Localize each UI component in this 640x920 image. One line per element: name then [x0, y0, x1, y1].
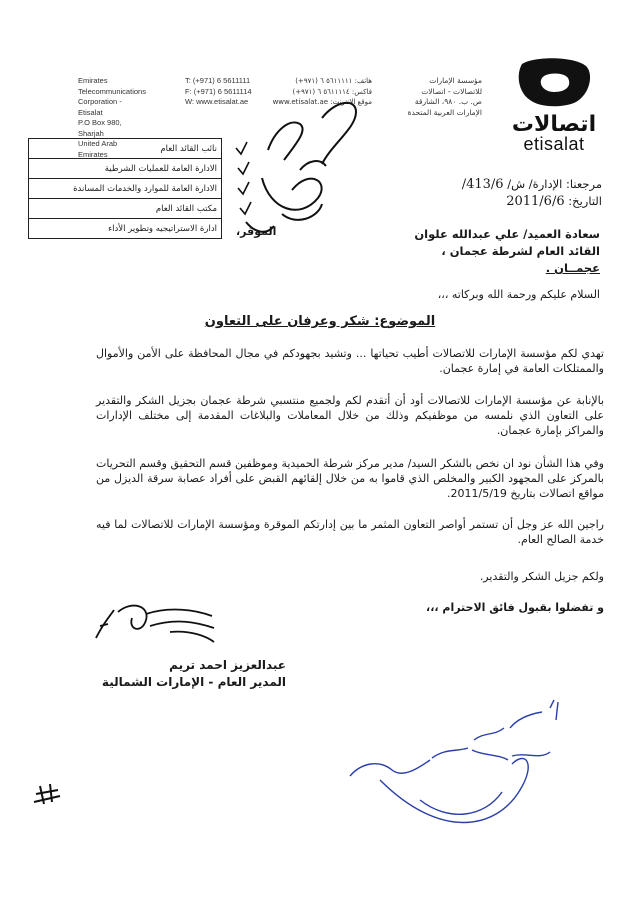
arabic-address: مؤسسة الإمارات للاتصالات - اتصالات ص. ب. ٩٨٠، الشارقة الإمارات العربية المتحدة	[407, 76, 482, 117]
ref-label: مرجعنا: الإدارة/ ش/	[507, 177, 602, 191]
signatory-name: عبدالعزيز احمد تريم	[169, 658, 286, 672]
paragraph-2: بالإنابة عن مؤسسة الإمارات للاتصالات أود أن أتقدم لكم ولجميع منتسبي شرطة عجمان بجزيل الشكر والتقدير على التعاون الذي نلمسه من موظفيكم وذلك من خلال المعاملات والبلاغات المقدمة إلى مختلف الإدارات والمراكز بإمارة عجمان.	[96, 394, 604, 437]
routing-scrawl-icon	[246, 103, 356, 232]
thanks-line: ولكم جزيل الشكر والتقدير.	[479, 570, 604, 583]
margin-mark-icon	[34, 784, 60, 804]
distribution-note: الموقر،	[236, 225, 277, 238]
paragraph-3: وفي هذا الشأن نود ان نخص بالشكر السيد/ مدير مركز شرطة الحميدية وموظفين قسم التحقيق وقسم التحريات بالمركز على المجهود الكبير والمخلص الذي قاموا به من خلال إلقائهم القبض على أفراد عصابة سرقة الديزل من مواقع اتصالات بتاريخ 2011/5/19.	[96, 457, 604, 500]
logo-arabic-wordmark: اتصالات	[511, 112, 597, 137]
table-row: نائب القائد العام	[29, 139, 222, 159]
english-contact: T: (+971) 6 5611111 F: (+971) 6 5611114 W: www.etisalat.ae	[185, 76, 252, 106]
paragraph-4: راجين الله عز وجل أن تستمر أواصر التعاون المثمر ما بين إدارتكم الموقرة ومؤسسة الإمارات للاتصالات لما فيه خدمة الصالح العام.	[96, 518, 604, 546]
regards-line: و تفضلوا بقبول فائق الاحترام ،،،	[426, 601, 604, 614]
paragraph-1: تهدي لكم مؤسسة الإمارات للاتصالات أطيب تحياتها ... وتشيد بجهودكم في مجال المحافظة على الأمن والأموال والممتلكات العامة في إمارة عجمان.	[96, 347, 604, 375]
date-label: التاريخ:	[568, 194, 602, 208]
subject-line: الموضوع: شكر وعرفان على التعاون	[204, 314, 436, 329]
logo-english-wordmark: etisalat	[523, 134, 585, 154]
check-mark-icon	[236, 142, 251, 214]
table-row: الادارة العامة للموارد والخدمات المساندة	[29, 179, 222, 199]
addressee-block: سعادة العميد/ علي عبدالله علوان القائد العام لشرطة عجمان ، عجمــان .	[414, 227, 600, 275]
table-row: الادارة العامة للعمليات الشرطية	[29, 159, 222, 179]
table-row: مكتب القائد العام	[29, 199, 222, 219]
date-value: 2011/6/6	[506, 194, 565, 209]
signatory-title: المدير العام - الإمارات الشمالية	[101, 675, 286, 689]
english-address: Emirates Telecommunications Corporation - Etisalat P.O Box 980, Sharjah United Arab Emirates	[78, 76, 146, 159]
table-row: ادارة الاستراتيجيه وتطوير الأداء	[29, 219, 222, 239]
signature-icon	[96, 606, 214, 642]
blue-ink-annotation	[350, 700, 558, 823]
greeting: السلام عليكم ورحمة الله وبركاته ،،،	[437, 288, 600, 301]
ref-number: 413/6/	[461, 177, 504, 192]
arabic-contact: هاتف: ٥٦١١١١١ ٦ (٩٧١+) فاكس: ٥٦١١١١٤ ٦ (٩٧١+) موقع الانترنت: www.etisalat.ae	[272, 77, 372, 106]
